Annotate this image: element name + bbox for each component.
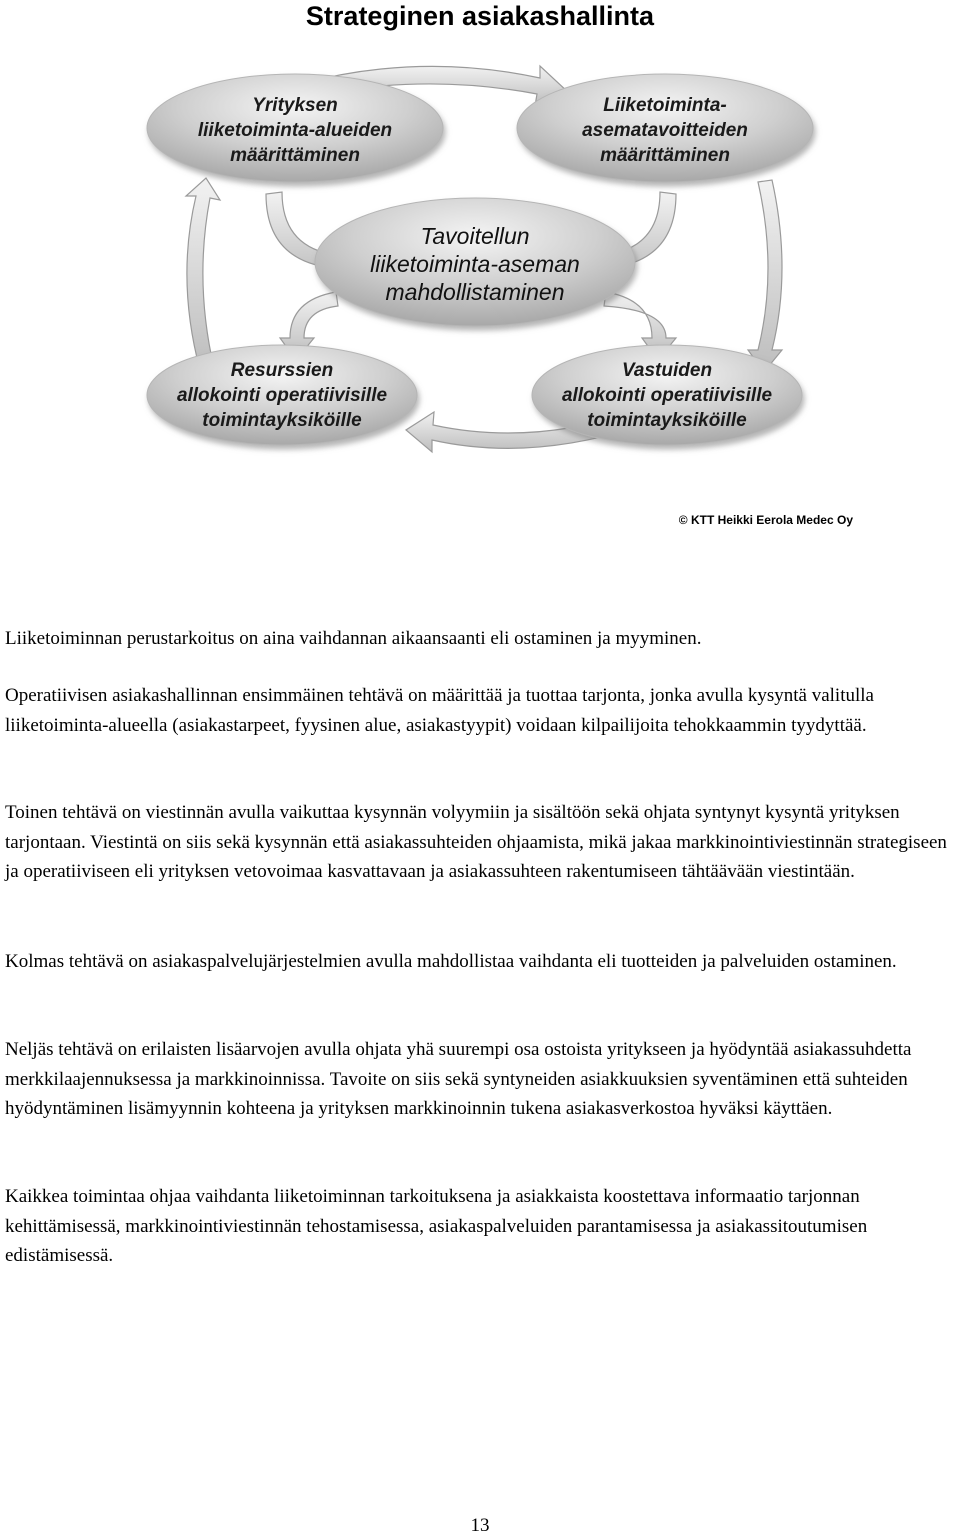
node-center-label: Tavoitellun liiketoiminta-aseman mahdollistaminen — [370, 223, 580, 305]
body-text — [5, 1182, 957, 1271]
paragraph: Kolmas tehtävä on asiakaspalvelujärjestelmien avulla mahdollistaa vaihdanta eli tuotteiden ja palveluiden ostaminen. — [5, 951, 897, 972]
paragraph: Operatiivisen asiakashallinnan ensimmäinen tehtävä on määrittää ja tuottaa tarjonta, jonka avulla kysyntä valitulla liiketoiminta-alueella (asiakastarpeet, fyysinen alue, asiakastyypit) voidaan kilpailijoita tehokkaammin tyydyttää. — [5, 685, 874, 736]
body-text — [5, 624, 957, 654]
body-text — [5, 681, 957, 740]
body-text — [5, 798, 957, 887]
body-text — [5, 1035, 957, 1124]
arrow-left-outer — [186, 178, 220, 370]
page-title: Strateginen asiakashallinta — [305, 1, 655, 31]
node-bottom-right-label: Vastuiden allokointi operatiivisille toimintayksiköille — [561, 360, 773, 431]
node-top-right-label: Liiketoiminta- asematavoitteiden määrittäminen — [582, 95, 748, 166]
body-text — [5, 947, 957, 977]
paragraph: Toinen tehtävä on viestinnän avulla vaikuttaa kysynnän volyymiin ja sisältöön sekä ohjata syntynyt kysyntä yrityksen tarjontaan. Viestintä on siis sekä kysynnän että asiakassuhteiden ohjaamista, mikä jakaa markkinointiviestinnän strategiseen ja operatiiviseen eli yrityksen vetovoimaa kasvattavaan ja asiakassuhteen rakentumiseen tähtäävään viestintään. — [5, 802, 947, 882]
node-bottom-left-label: Resurssien allokointi operatiivisille toimintayksiköille — [176, 360, 388, 431]
paragraph: Neljäs tehtävä on erilaisten lisäarvojen avulla ohjata yhä suurempi osa ostoista yritykseen ja hyödyntää asiakassuhdetta merkkilaajennuksessa ja markkinoinnissa. Tavoite on siis sekä syntyneiden asiakkuuksien syventäminen että suhteiden hyödyntäminen lisämyynnin kohteena ja yrityksen markkinoinnin tukena asiakasverkostoa hyväksi käyttäen. — [5, 1039, 912, 1119]
page-number: 13 — [470, 1515, 490, 1536]
arrow-right-outer — [748, 180, 782, 372]
node-top-left-label: Yrityksen liiketoiminta-alueiden määrittäminen — [197, 95, 393, 166]
paragraph: Kaikkea toimintaa ohjaa vaihdanta liiketoiminnan tarkoituksena ja asiakkaista koostettava informaatio tarjonnan kehittämisessä, markkinointiviestinnän tehostamisessa, asiakaspalveluiden parantamisessa ja asiakassitoutumisen edistämisessä. — [5, 1186, 868, 1266]
paragraph: Liiketoiminnan perustarkoitus on aina vaihdannan aikaansaanti eli ostaminen ja myyminen. — [5, 628, 702, 649]
copyright-notice: © KTT Heikki Eerola Medec Oy — [678, 513, 853, 527]
